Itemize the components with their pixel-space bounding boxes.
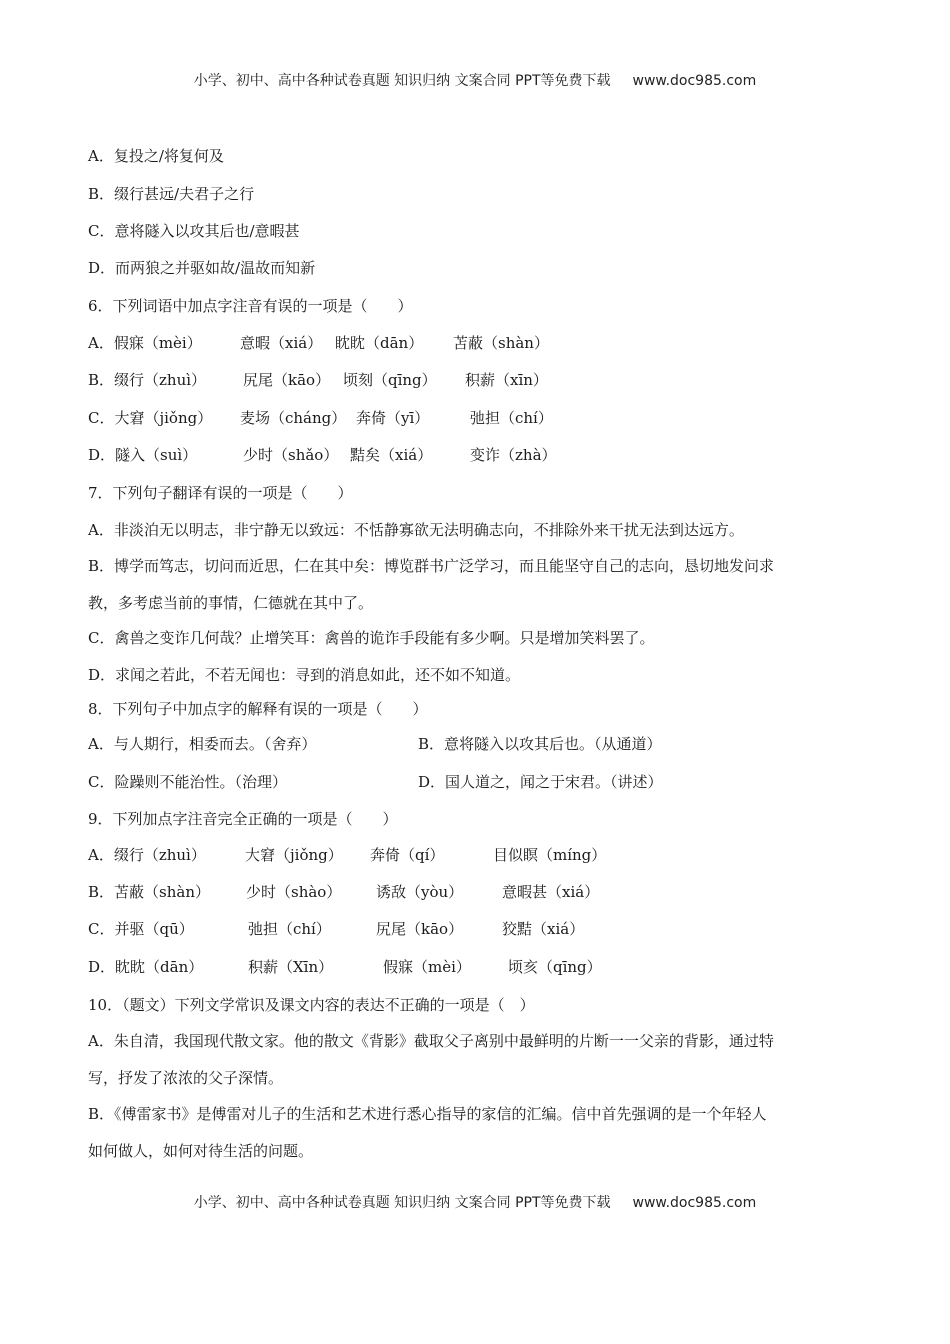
header-url[interactable]: www.doc985.com [632, 73, 757, 89]
q5-option-a: A．复投之/将复何及 [88, 147, 224, 165]
q7-option-b-line1: B．博学而笃志，切问而近思，仁在其中矣：博览群书广泛学习，而且能坚守自己的志向，恳切地发问求 [88, 557, 775, 575]
q7-option-a: A．非淡泊无以明志，非宁静无以致远：不恬静寡欲无法明确志向，不排除外来干扰无法到达远方。 [88, 521, 744, 539]
q9-d-item-1: D．眈眈（dān） [88, 958, 204, 976]
q9-d-item-2: 积薪（Xīn） [248, 958, 334, 976]
q7-option-b-line2: 教，多考虑当前的事情，仁德就在其中了。 [88, 594, 374, 612]
q9-c-item-4: 狡黠（xiá） [502, 920, 585, 938]
q9-stem: 9．下列加点字注音完全正确的一项是（ ） [88, 810, 398, 828]
q5-option-b: B．缀行甚远/夫君子之行 [88, 185, 255, 203]
q6-d-item-4: 变诈（zhà） [470, 446, 557, 464]
q5-option-c: C．意将隧入以攻其后也/意暇甚 [88, 222, 300, 240]
q6-a-item-1: A．假寐（mèi） [88, 334, 202, 352]
q9-d-item-3: 假寐（mèi） [383, 958, 471, 976]
q6-a-item-3: 眈眈（dān） [335, 334, 424, 352]
q9-c-item-1: C．并驱（qū） [88, 920, 194, 938]
q6-b-item-1: B．缀行（zhuì） [88, 371, 207, 389]
q7-option-d: D．求闻之若此，不若无闻也：寻到的消息如此，还不如不知道。 [88, 666, 521, 684]
q8-option-c: C．险躁则不能治性。（治理） [88, 773, 287, 791]
q6-b-item-2: 尻尾（kāo） [243, 371, 331, 389]
q9-a-item-2: 大窘（jiǒng） [245, 846, 343, 864]
q7-option-c: C．禽兽之变诈几何哉？止增笑耳：禽兽的诡诈手段能有多少啊。只是增加笑料罢了。 [88, 629, 655, 647]
q8-stem: 8．下列句子中加点字的解释有误的一项是（ ） [88, 700, 428, 718]
q6-b-item-4: 积薪（xīn） [465, 371, 548, 389]
header-text: 小学、初中、高中各种试卷真题 知识归纳 文案合同 PPT等免费下载 [193, 73, 611, 89]
q9-a-item-3: 奔倚（qí） [370, 846, 445, 864]
q8-option-d: D．国人道之，闻之于宋君。（讲述） [418, 773, 663, 791]
q9-a-item-4: 目似瞑（míng） [493, 846, 607, 864]
q9-b-item-2: 少时（shào） [246, 883, 342, 901]
q9-b-item-4: 意暇甚（xiá） [502, 883, 600, 901]
q10-option-a-line2: 写，抒发了浓浓的父子深情。 [88, 1069, 284, 1087]
q6-d-item-3: 黠矣（xiá） [350, 446, 433, 464]
page-footer [0, 1192, 950, 1212]
q6-a-item-2: 意暇（xiá） [240, 334, 323, 352]
q10-option-a-line1: A．朱自清，我国现代散文家。他的散文《背影》截取父子离别中最鲜明的片断一一父亲的背影，通过特 [88, 1032, 774, 1050]
q6-c-item-2: 麦场（cháng） [240, 409, 347, 427]
q6-c-item-1: C．大窘（jiǒng） [88, 409, 213, 427]
q10-option-b-line2: 如何做人，如何对待生活的问题。 [88, 1142, 314, 1160]
q9-b-item-3: 诱敌（yòu） [376, 883, 464, 901]
q5-option-d: D．而两狼之并驱如故/温故而知新 [88, 259, 316, 277]
q9-c-item-3: 尻尾（kāo） [376, 920, 464, 938]
footer-url[interactable]: www.doc985.com [632, 1195, 757, 1211]
q9-b-item-1: B．苫蔽（shàn） [88, 883, 210, 901]
q6-c-item-3: 奔倚（yī） [356, 409, 430, 427]
q6-c-item-4: 弛担（chí） [470, 409, 553, 427]
q6-a-item-4: 苫蔽（shàn） [453, 334, 549, 352]
q6-stem: 6．下列词语中加点字注音有误的一项是（ ） [88, 297, 413, 315]
q9-d-item-4: 顷亥（qīng） [508, 958, 602, 976]
q9-a-item-1: A．缀行（zhuì） [88, 846, 206, 864]
q8-option-a: A．与人期行，相委而去。（舍弃） [88, 735, 317, 753]
q9-c-item-2: 弛担（chí） [248, 920, 331, 938]
q6-d-item-1: D．隧入（suì） [88, 446, 198, 464]
footer-text: 小学、初中、高中各种试卷真题 知识归纳 文案合同 PPT等免费下载 [193, 1195, 611, 1211]
q6-b-item-3: 顷刻（qīng） [343, 371, 437, 389]
q6-d-item-2: 少时（shǎo） [243, 446, 339, 464]
q8-option-b: B．意将隧入以攻其后也。（从通道） [418, 735, 662, 753]
page-header [0, 70, 950, 90]
q10-stem: 10．（题文）下列文学常识及课文内容的表达不正确的一项是（ ） [88, 996, 535, 1014]
q10-option-b-line1: B．《傅雷家书》是傅雷对儿子的生活和艺术进行悉心指导的家信的汇编。信中首先强调的是一个年轻人 [88, 1105, 767, 1123]
q7-stem: 7．下列句子翻译有误的一项是（ ） [88, 484, 353, 502]
